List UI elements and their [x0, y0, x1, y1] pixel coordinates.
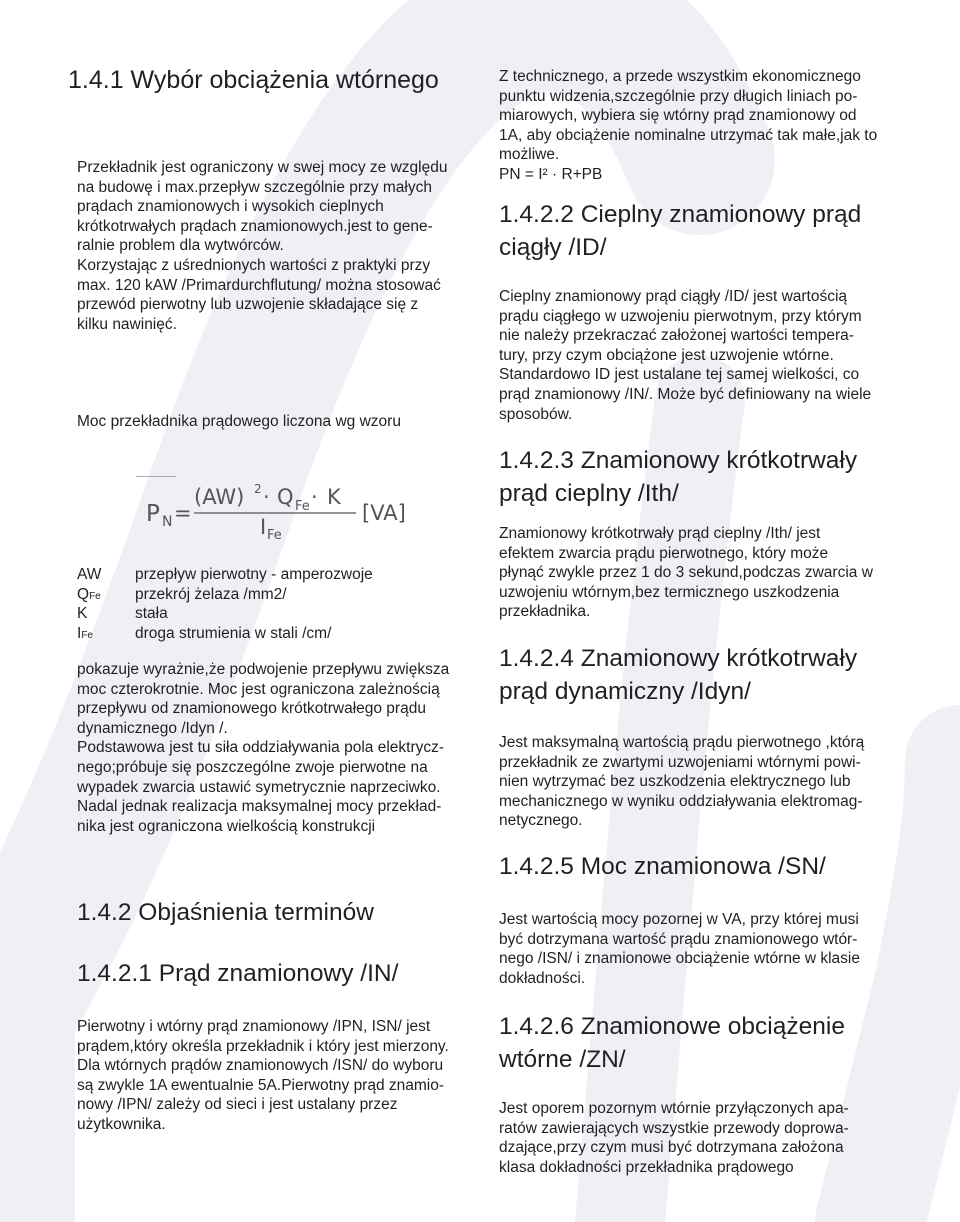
- dynamic-current-paragraph: [499, 733, 864, 831]
- text-line: na budowę i max.przepływ szczególnie przy małych: [77, 178, 432, 196]
- thermal-short-time-paragraph: [499, 524, 873, 622]
- text-line: Standardowo ID jest ustalane tej samej wielkości, co: [499, 366, 860, 384]
- definition-desc: przekrój żelaza /mm2/: [135, 586, 287, 603]
- formula-p-sub: N: [162, 514, 173, 530]
- text-line: prądu ciągłego w uzwojeniu pierwotnym, przy którym: [499, 307, 862, 325]
- text-line: Przekładnik jest ograniczony w swej mocy ze względu: [77, 159, 448, 176]
- economic-paragraph: [499, 67, 877, 165]
- text-line: przewód pierwotny lub uzwojenie składające się z: [77, 296, 419, 314]
- text-line: nowy /IPN/ zależy od sieci i jest ustalany przez: [77, 1096, 398, 1114]
- text-line: klasa dokładności przekładnika prądowego: [499, 1158, 794, 1176]
- heading-1-4-1: 1.4.1 Wybór obciążenia wtórnego: [68, 66, 439, 94]
- text-line: prądach znamionowych i wysokich cieplnych: [77, 198, 384, 216]
- heading-1-4-2-1: 1.4.2.1 Prąd znamionowy /IN/: [77, 960, 399, 987]
- heading-1-4-2-2: 1.4.2.2 Cieplny znamionowy prąd ciągły /ID/: [499, 201, 862, 261]
- definition-desc: stała: [135, 605, 168, 622]
- heading-1-4-2-6: 1.4.2.6 Znamionowe obciążenie wtórne /ZN/: [499, 1013, 845, 1073]
- text-line: przekładnik ze zwartymi uzwojeniami wtórnymi powi-: [499, 753, 861, 771]
- formula-aw: (AW): [194, 485, 245, 509]
- formula-intro: Moc przekładnika prądowego liczona wg wzoru: [77, 413, 401, 430]
- heading-1-4-2-5: 1.4.2.5 Moc znamionowa /SN/: [499, 853, 826, 880]
- definition-desc: droga strumienia w stali /cm/: [135, 625, 332, 642]
- text-line: Jest oporem pozornym wtórnie przyłączonych apa-: [499, 1100, 849, 1117]
- text-line: są zwykle 1A ewentualnie 5A.Pierwotny prąd znamio-: [77, 1076, 445, 1094]
- text-line: Podstawowa jest tu siła oddziaływania pola elektrycz-: [77, 739, 445, 757]
- text-line: nie należy przekraczać założonej wartości tempera-: [499, 327, 854, 345]
- text-line: krótkotrwałych prądach znamionowych.jest to gene-: [77, 217, 433, 235]
- text-line: tury, przy czym obciążone jest uzwojenie wtórne.: [499, 346, 834, 364]
- text-line: dokładności.: [499, 969, 586, 987]
- text-line: płynąć zwykle przez 1 do 3 sekund,podczas zwarcia w: [499, 564, 873, 582]
- text-line: użytkownika.: [77, 1115, 166, 1133]
- formula-i-sub: Fe: [267, 528, 282, 542]
- text-line: być dotrzymana wartość prądu znamionowego wtór-: [499, 930, 858, 948]
- definition-term: AW: [77, 566, 102, 583]
- definition-term: K: [77, 605, 88, 622]
- power-formula: [136, 476, 426, 542]
- formula-exponent: 2: [254, 482, 262, 496]
- text-line: przekładnika.: [499, 603, 591, 621]
- definition-row: [77, 624, 331, 646]
- text-line: Znamionowy krótkotrwały prąd cieplny /Ith/ jest: [499, 525, 821, 542]
- formula-dot-2: ·: [311, 485, 318, 509]
- power-paragraph: [77, 660, 449, 836]
- burden-equation: PN = I² · R+PB: [499, 166, 603, 183]
- text-line: dzające,przy czym musi być dotrzymana założona: [499, 1139, 844, 1157]
- heading-1-4-2-3: 1.4.2.3 Znamionowy krótkotrwały prąd cieplny /Ith/: [499, 447, 858, 507]
- formula-q-sub: Fe: [295, 499, 310, 514]
- rated-output-paragraph: [499, 910, 860, 988]
- text-line: nego /ISN/ i znamionowe obciążenie wtórne w klasie: [499, 950, 860, 968]
- text-line: wypadek zwarcia ustawić symetrycznie naprzeciwko.: [77, 778, 441, 796]
- formula-q: Q: [277, 485, 294, 509]
- text-line: miarowych, wybiera się wtórny prąd znamionowy od: [499, 107, 857, 125]
- text-line: nien wytrzymać bez uszkodzenia elektrycznego lub: [499, 773, 851, 791]
- text-line: Z technicznego, a przede wszystkim ekonomicznego: [499, 68, 861, 85]
- text-line: punktu widzenia,szczególnie przy długich liniach po-: [499, 87, 858, 105]
- formula-unit: [VA]: [362, 501, 406, 525]
- definition-row: [77, 604, 168, 626]
- text-line: pokazuje wyrażnie,że podwojenie przepływu zwiększa: [77, 661, 450, 678]
- heading-1-4-2-4: 1.4.2.4 Znamionowy krótkotrwały prąd dynamiczny /Idyn/: [499, 645, 858, 705]
- definition-desc: przepływ pierwotny - amperozwoje: [135, 566, 373, 583]
- heading-1-4-2: 1.4.2 Objaśnienia terminów: [77, 899, 374, 926]
- text-line: Korzystając z uśrednionych wartości z praktyki przy: [77, 256, 431, 274]
- text-line: uzwojeniu wtórnym,bez termicznego uszkodzenia: [499, 583, 840, 601]
- formula-k: K: [327, 485, 341, 509]
- text-line: moc czterokrotnie. Moc jest ograniczona zależnością: [77, 680, 440, 698]
- text-line: netycznego.: [499, 812, 583, 830]
- text-line: prąd znamionowy /IN/. Może być definiowany na wiele: [499, 385, 872, 403]
- rated-current-paragraph: [77, 1017, 449, 1135]
- formula-dot-1: ·: [263, 485, 270, 509]
- definition-row: [77, 565, 373, 587]
- formula-eq: =: [174, 501, 192, 525]
- definition-term: QFe: [77, 586, 101, 603]
- text-line: nika jest ograniczona wielkością konstrukcji: [77, 817, 376, 835]
- definition-term: IFe: [77, 625, 93, 642]
- text-line: Pierwotny i wtórny prąd znamionowy /IPN, ISN/ jest: [77, 1018, 431, 1035]
- text-line: przepływu od znamionowego krótkotrwałego prądu: [77, 700, 426, 718]
- text-line: sposobów.: [499, 405, 573, 423]
- text-line: max. 120 kAW /Primardurchflutung/ można stosować: [77, 276, 441, 294]
- text-line: efektem zwarcia prądu pierwotnego, który może: [499, 544, 829, 562]
- rated-burden-paragraph: [499, 1099, 849, 1177]
- text-line: nego;próbuje się poszczególne zwoje pierwotne na: [77, 758, 428, 776]
- text-line: 1A, aby obciążenie nominalne utrzymać tak małe,jak to: [499, 126, 878, 144]
- text-line: Jest wartością mocy pozornej w VA, przy której musi: [499, 911, 859, 928]
- text-line: Dla wtórnych prądów znamionowych /ISN/ do wyboru: [77, 1057, 444, 1075]
- thermal-continuous-paragraph: [499, 287, 871, 424]
- text-line: ralnie problem dla wytwórców.: [77, 237, 284, 255]
- formula-p: P: [146, 501, 160, 527]
- intro-paragraph: [77, 158, 447, 334]
- text-line: ratów zawierających wszystkie przewody doprowa-: [499, 1119, 849, 1137]
- text-line: możliwe.: [499, 146, 560, 164]
- text-line: kilku nawinięć.: [77, 315, 177, 333]
- text-line: Jest maksymalną wartością prądu pierwotnego ,którą: [499, 734, 865, 751]
- text-line: dynamicznego /Idyn /.: [77, 719, 228, 737]
- text-line: Nadal jednak realizacja maksymalnej mocy przekład-: [77, 798, 442, 816]
- text-line: prądem,który określa przekładnik i który jest mierzony.: [77, 1037, 449, 1055]
- text-line: Cieplny znamionowy prąd ciągły /ID/ jest wartością: [499, 288, 848, 305]
- formula-i: I: [260, 515, 267, 539]
- text-line: mechanicznego w wyniku oddziaływania elektromag-: [499, 792, 863, 810]
